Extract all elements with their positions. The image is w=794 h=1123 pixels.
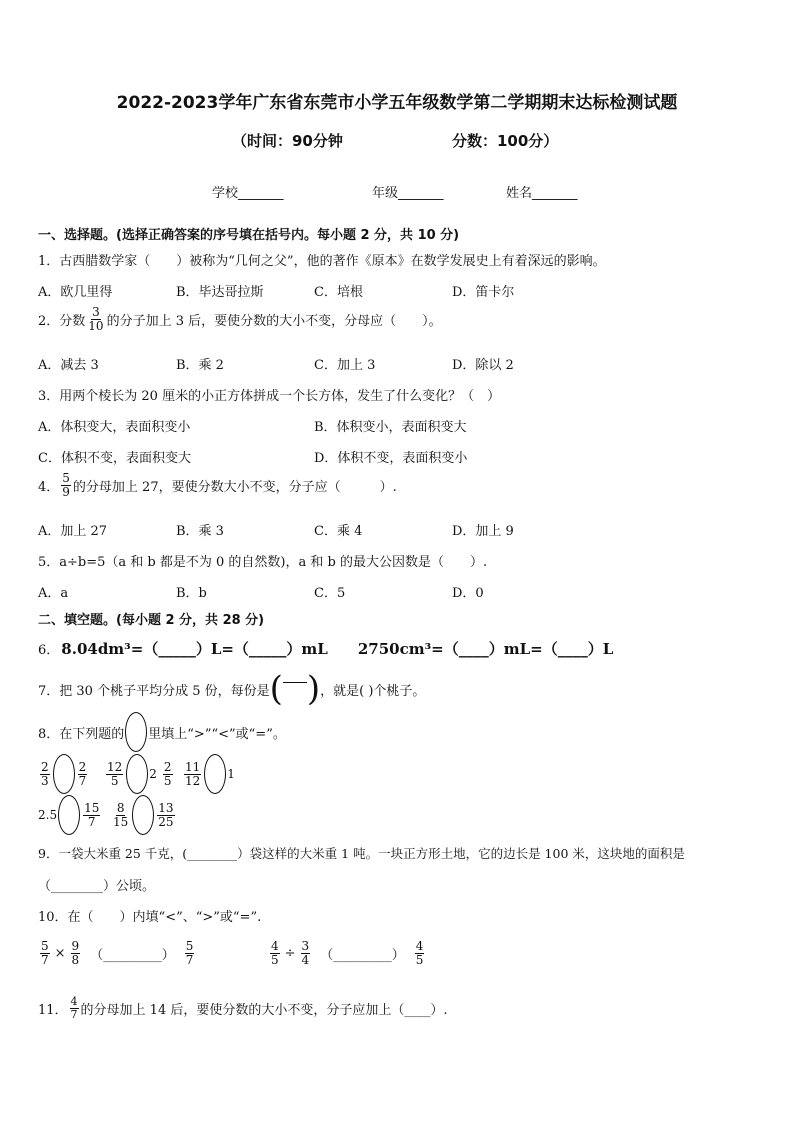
q10-2-op: ÷ (284, 946, 296, 961)
q10-2-c-num: 4 (415, 939, 424, 953)
q8-5-l-num: 8 (116, 800, 125, 815)
question-9-line-1: 9．一袋大米重 25 千克，(________）袋这样的大米重 1 吨。一块正方形土地，它的边长是 100 米，这块地的面积是 (38, 846, 685, 861)
q4-option-c[interactable]: C．乘 4 (314, 524, 363, 539)
q8-1-l-num: 2 (41, 759, 49, 774)
q8-1-answer-ellipse[interactable] (53, 754, 75, 794)
q2-option-d[interactable]: D．除以 2 (452, 358, 514, 373)
q8-4-r-den: 7 (87, 814, 96, 829)
q8-2-l-den: 5 (110, 773, 119, 788)
q8-1-r-den: 7 (78, 773, 87, 788)
q10-expr-2 (268, 940, 426, 967)
q8-1-left (40, 761, 50, 788)
question-5: 5．a÷b=5（a 和 b 都是不为 0 的自然数)，a 和 b 的最大公因数是（ ）. (38, 555, 488, 570)
q11-prefix: 11． (38, 1003, 68, 1018)
q8-5-right (157, 802, 174, 829)
q8-3-r-whole: 1 (227, 767, 235, 781)
q2-option-a[interactable]: A．减去 3 (38, 358, 99, 373)
q8-2-l-num: 12 (107, 759, 123, 774)
q8-2-r-whole: 2 (149, 767, 157, 781)
q10-1-a-num: 5 (41, 939, 49, 953)
q1-option-c[interactable]: C．培根 (314, 285, 363, 300)
q10-2-b (301, 940, 311, 967)
q8-3-l-den: 12 (185, 773, 201, 788)
q10-expr-1 (38, 940, 196, 967)
q11-suffix: 的分母加上 14 后，要使分数的大小不变，分子应加上（____）. (80, 1003, 448, 1018)
name-field[interactable]: 姓名_______ (506, 186, 578, 201)
q8-1-right (78, 761, 88, 788)
q4-prefix: 4． (38, 480, 60, 495)
q2-num: 3 (92, 305, 100, 319)
q8-item-1 (38, 754, 89, 794)
q5-option-d[interactable]: D．0 (452, 586, 484, 601)
q11-num: 4 (70, 995, 78, 1008)
school-field[interactable]: 学校_______ (212, 186, 284, 201)
q2-option-b[interactable]: B．乘 2 (176, 358, 224, 373)
q1-option-b[interactable]: B．毕达哥拉斯 (176, 285, 264, 300)
q3-option-d[interactable]: D．体积不变，表面积变小 (314, 451, 468, 466)
q2-den: 10 (88, 319, 104, 333)
q3-option-b[interactable]: B．体积变小，表面积变大 (314, 420, 467, 435)
q4-suffix: 的分母加上 27，要使分数大小不变，分子应（ ）. (72, 480, 397, 495)
q1-option-a[interactable]: A．欧几里得 (38, 285, 113, 300)
q2-fraction (87, 306, 104, 333)
q8-2-answer-ellipse[interactable] (126, 754, 148, 794)
q7-fraction-blank[interactable] (283, 682, 307, 683)
q6-part-1: 8.04dm³=（_____）L=（_____）mL (61, 640, 328, 658)
q8-5-left (112, 802, 129, 829)
q8-4-r-num: 15 (84, 800, 100, 815)
q10-2-a-den: 5 (271, 953, 279, 967)
q8-3-left (184, 761, 201, 788)
q10-1-b (71, 940, 81, 967)
q2-suffix: 的分子加上 3 后，要使分数的大小不变，分母应（ ）。 (106, 314, 442, 329)
q8-4-answer-ellipse[interactable] (58, 795, 80, 835)
question-9-line-2: （________）公顷。 (38, 879, 156, 894)
q10-1-op: × (54, 946, 66, 961)
q10-1-a (40, 940, 50, 967)
q10-1-blank[interactable]: （_________） (90, 948, 175, 963)
q10-2-a (270, 940, 280, 967)
q5-option-a[interactable]: A．a (38, 586, 69, 601)
q8-4-right (83, 802, 100, 829)
q10-2-c (415, 940, 425, 967)
q7-paren-open-icon: ( (269, 669, 283, 709)
q8-5-r-den: 25 (158, 814, 174, 829)
q4-fraction (61, 472, 71, 499)
q8-item-3 (182, 754, 235, 794)
q5-option-b[interactable]: B．b (176, 586, 207, 601)
exam-time: （时间：90分钟 (232, 132, 343, 150)
q8-item-5 (110, 795, 177, 835)
q10-1-b-den: 8 (71, 953, 80, 967)
q10-2-c-den: 5 (415, 953, 424, 967)
question-3: 3．用两个棱长为 20 厘米的小正方体拼成一个长方体，发生了什么变化？（ ） (38, 389, 501, 404)
q7-prefix: 7．把 30 个桃子平均分成 5 份，每份是 (38, 683, 270, 699)
q8-item-4 (38, 795, 102, 835)
grade-field[interactable]: 年级_______ (372, 186, 444, 201)
q8-5-r-num: 13 (158, 800, 174, 815)
q8-suffix: 里填上“>”“<”或“=”。 (148, 726, 286, 742)
q10-1-b-num: 9 (71, 939, 80, 953)
q6-number: 6． (38, 643, 60, 658)
q8-2-r-den: 5 (163, 773, 172, 788)
q8-5-l-den: 15 (113, 814, 129, 829)
question-7 (38, 669, 426, 709)
q10-1-c-num: 5 (185, 939, 194, 953)
q10-2-b-den: 4 (301, 953, 310, 967)
question-6 (38, 638, 613, 659)
q3-option-a[interactable]: A．体积变大，表面积变小 (38, 420, 191, 435)
q8-prefix: 8．在下列题的 (38, 726, 125, 742)
q10-1-c (185, 940, 195, 967)
q8-2-right (163, 761, 173, 788)
q7-paren-close-icon: ) (306, 669, 321, 709)
q8-1-l-den: 3 (41, 773, 49, 788)
q10-2-a-num: 4 (271, 939, 279, 953)
question-4 (38, 472, 397, 499)
q3-option-c[interactable]: C．体积不变，表面积变大 (38, 451, 191, 466)
q7-suffix: ，就是( )个桃子。 (320, 683, 426, 699)
q4-option-a[interactable]: A．加上 27 (38, 524, 108, 539)
q8-3-l-num: 11 (185, 759, 201, 774)
q4-den: 9 (62, 485, 70, 499)
q8-4-l-whole: 2.5 (38, 808, 58, 822)
section-1-heading: 一、选择题。(选择正确答案的序号填在括号内。每小题 2 分，共 10 分) (38, 228, 460, 243)
q2-option-c[interactable]: C．加上 3 (314, 358, 376, 373)
q11-den: 7 (70, 1008, 78, 1021)
q8-2-left (106, 761, 123, 788)
q11-fraction (70, 996, 79, 1021)
q10-1-c-den: 7 (185, 953, 194, 967)
question-10: 10．在（ ）内填“<”、“>”或“=”. (38, 910, 262, 925)
section-2-heading: 二、填空题。(每小题 2 分，共 28 分) (38, 613, 265, 628)
q10-1-a-den: 7 (41, 953, 49, 967)
q8-3-answer-ellipse[interactable] (204, 754, 226, 794)
q1-option-d[interactable]: D．笛卡尔 (452, 285, 515, 300)
question-8 (38, 712, 286, 752)
q8-5-answer-ellipse[interactable] (132, 795, 154, 835)
q6-part-2: 2750cm³=（____）mL=（____）L (357, 640, 614, 658)
q4-num: 5 (62, 471, 70, 485)
question-11 (38, 996, 448, 1021)
q4-option-b[interactable]: B．乘 3 (176, 524, 224, 539)
question-1: 1．古西腊数学家（ ）被称为“几何之父”，他的著作《原本》在数学发展史上有着深远的影响。 (38, 254, 606, 269)
q8-item-2 (104, 754, 175, 794)
q5-option-c[interactable]: C．5 (314, 586, 346, 601)
q2-prefix: 2．分数 (38, 314, 86, 329)
question-2 (38, 306, 442, 333)
q8-2-r-num: 2 (163, 759, 172, 774)
q10-2-blank[interactable]: （_________） (320, 948, 405, 963)
q8-ellipse-example-icon (125, 712, 147, 752)
q10-2-b-num: 3 (301, 939, 310, 953)
page-title: 2022-2023学年广东省东莞市小学五年级数学第二学期期末达标检测试题 (116, 93, 678, 113)
q4-option-d[interactable]: D．加上 9 (452, 524, 514, 539)
q8-1-r-num: 2 (78, 759, 87, 774)
exam-score: 分数：100分） (452, 132, 559, 150)
